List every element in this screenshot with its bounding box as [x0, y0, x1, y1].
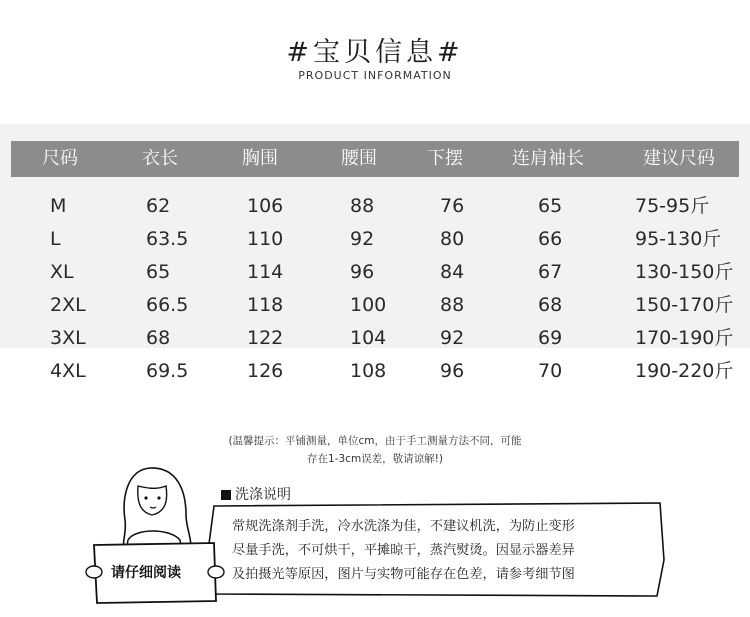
cell-recommended: 190-220斤	[635, 360, 734, 382]
wash-title-text: 洗涤说明	[235, 487, 291, 503]
cell-size: 3XL	[50, 327, 86, 349]
page-title: #宝贝信息#	[286, 37, 464, 68]
cell-size: M	[50, 195, 67, 217]
cell-hem: 96	[440, 360, 465, 382]
cell-chest: 122	[247, 327, 284, 349]
header-waist: 腰围	[341, 148, 377, 169]
cell-sleeve: 65	[538, 195, 563, 217]
wash-line: 尽量手洗，不可烘干，平摊晾干，蒸汽熨烫。因显示器差异	[232, 543, 575, 558]
girl-eye-left	[144, 496, 147, 499]
cell-waist: 104	[350, 327, 387, 349]
girl-eye-right	[157, 496, 160, 499]
cell-chest: 110	[247, 228, 284, 250]
cell-chest: 114	[247, 261, 284, 283]
cell-chest: 106	[247, 195, 284, 217]
cell-recommended: 130-150斤	[635, 261, 734, 283]
cell-sleeve: 70	[538, 360, 563, 382]
header-sleeve: 连肩袖长	[512, 148, 584, 169]
cell-sleeve: 67	[538, 261, 563, 283]
cell-hem: 92	[440, 327, 465, 349]
cell-length: 65	[146, 261, 171, 283]
wash-line: 及拍摄光等原因，图片与实物可能存在色差，请参考细节图	[232, 567, 575, 582]
cell-hem: 76	[440, 195, 465, 217]
cell-size: XL	[50, 261, 74, 283]
cell-length: 66.5	[146, 294, 189, 316]
cell-chest: 118	[247, 294, 284, 316]
cell-size: 2XL	[50, 294, 86, 316]
header-recommended: 建议尺码	[643, 148, 715, 169]
page-subtitle: PRODUCT INFORMATION	[298, 69, 452, 82]
cell-sleeve: 66	[538, 228, 563, 250]
measurement-note-line1: (温馨提示：平铺测量，单位cm，由于手工测量方法不同，可能	[228, 435, 522, 447]
cell-sleeve: 69	[538, 327, 563, 349]
cell-recommended: 170-190斤	[635, 327, 734, 349]
cell-size: L	[50, 228, 61, 250]
header-chest: 胸围	[242, 148, 278, 169]
cell-length: 63.5	[146, 228, 189, 250]
cell-length: 69.5	[146, 360, 189, 382]
wash-title	[221, 484, 291, 504]
cell-length: 62	[146, 195, 171, 217]
wash-line: 常规洗涤剂手洗，冷水洗涤为佳，不建议机洗，为防止变形	[232, 519, 575, 534]
cell-waist: 88	[350, 195, 375, 217]
cell-hem: 80	[440, 228, 465, 250]
sign-text: 请仔细阅读	[111, 565, 181, 581]
cell-recommended: 150-170斤	[635, 294, 734, 316]
wash-instructions-box	[210, 503, 668, 595]
cell-hem: 84	[440, 261, 465, 283]
header-length: 衣长	[142, 148, 178, 169]
header-size: 尺码	[42, 148, 78, 169]
measurement-note-line2: 存在1-3cm误差，敬请谅解!)	[307, 453, 443, 465]
cell-recommended: 95-130斤	[635, 228, 722, 250]
cell-size: 4XL	[50, 360, 86, 382]
cell-waist: 92	[350, 228, 375, 250]
cell-waist: 96	[350, 261, 375, 283]
cell-length: 68	[146, 327, 171, 349]
cell-hem: 88	[440, 294, 465, 316]
cell-recommended: 75-95斤	[635, 195, 710, 217]
cell-waist: 100	[350, 294, 387, 316]
cell-waist: 108	[350, 360, 387, 382]
cell-sleeve: 68	[538, 294, 563, 316]
cell-chest: 126	[247, 360, 284, 382]
square-bullet-icon	[221, 490, 231, 500]
header-hem: 下摆	[427, 148, 463, 169]
girl-hand-left	[86, 566, 102, 578]
